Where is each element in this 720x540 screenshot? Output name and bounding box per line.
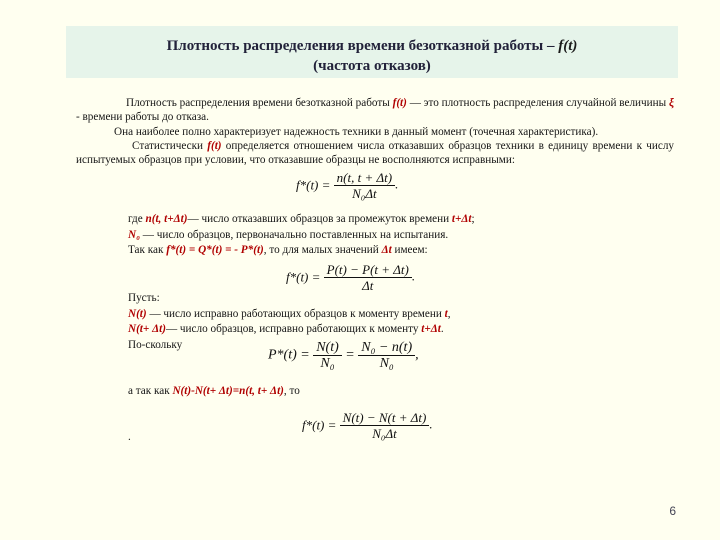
page-number: 6	[669, 504, 676, 518]
let-label: Пусть:	[128, 292, 160, 304]
def-line-n: где n(t, t+Δt)— число отказавших образцов за промежуток времени t+Δt;	[128, 213, 475, 225]
title-line-2: (частота отказов)	[313, 58, 431, 74]
paragraph-characteristic: Она наиболее полно характеризует надежность техники в данный момент (точечная характеристика).	[114, 126, 599, 138]
formula-f-star-2: f*(t) = $\frac{P(t) - P(t + \Delta t)}{\Delta t}$ .	[286, 262, 416, 293]
definitions-block	[128, 212, 674, 259]
trailing-dot: .	[128, 431, 131, 443]
formula-f-star-1: f*(t) = $\frac{n(t, t + \Delta t)}{\text{N₀Δt}}$ .	[296, 170, 399, 201]
let-line-nt: N(t) — число исправно работающих образцов к моменту времени t,	[128, 307, 451, 320]
title-line-1: Плотность распределения времени безотказной работы – f(t)	[166, 38, 578, 54]
formula-f-star-3: f*(t) = $\frac{N(t) - N(t + \Delta t)}{\text{N₀Δt}}$ .	[302, 410, 433, 441]
formula-p-star: P*(t) = $\frac{N(t)}{\text{N₀}}$ = $\frac{\text{N₀ − n(t)}}{\text{N₀}}$ ,	[268, 340, 419, 371]
def-line-since: Так как f*(t) = Q*(t) = - P*(t), то для малых значений Δt имеем:	[128, 244, 428, 256]
paragraph-definition: Плотность распределения времени безотказной работы f(t) — это плотность распределения случайной величины ξ - времени работы до отказа.	[76, 97, 674, 123]
since-label: По-скольку	[128, 338, 183, 351]
let-line-ntdt: N(t+ Δt)— число образцов, исправно работающих к моменту t+Δt.	[128, 323, 444, 335]
so-line: а так как N(t)-N(t+ Δt)=n(t, t+ Δt), то	[128, 385, 300, 397]
def-line-n0: N₀ — число образцов, первоначально поставленных на испытания.	[128, 228, 449, 241]
slide-title	[66, 26, 678, 78]
paragraph-statistic: Статистически f(t) определяется отношением числа отказавших образцов техники в единицу времени к числу испытуемых образцов при условии, что отказавшие образцы не восполняются исправными:	[76, 140, 675, 166]
